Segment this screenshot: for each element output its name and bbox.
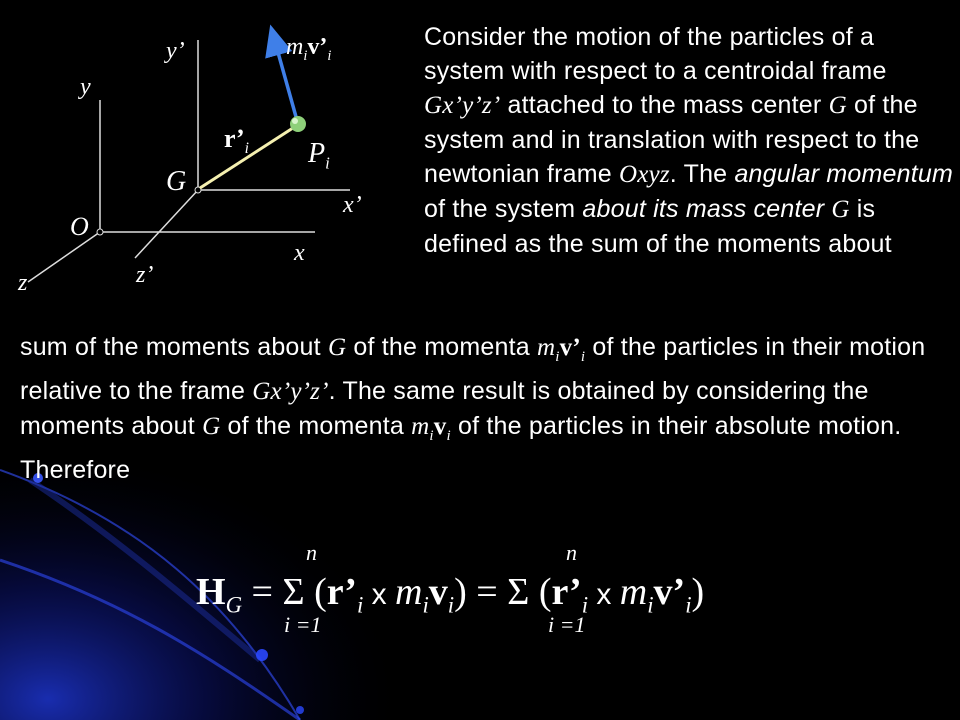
label-x: x	[294, 240, 305, 266]
frame-diagram	[0, 0, 420, 320]
sum-upper-limit-1: n	[306, 540, 317, 565]
body-text-bottom: sum of the moments about G of the momenta $m_iv’_i$ of the particles in their motion relative to the frame Gx’y’z’. The same result is obtained by considering the moments about G of the momenta $m_iv_i$ of the particles in their absolute motion. Therefore	[20, 333, 926, 484]
sum-upper-limit-2: n	[566, 540, 577, 565]
sum-lower-limit-2: i =1	[548, 612, 586, 637]
axis-z-prime	[135, 190, 198, 258]
axis-z	[28, 232, 100, 282]
origin-point	[97, 229, 103, 235]
label-G: G	[166, 166, 187, 197]
label-y-prime: y’	[166, 38, 185, 64]
label-z-prime: z’	[136, 262, 154, 288]
label-particle: $P_i$	[308, 138, 330, 173]
particle-point	[290, 116, 306, 132]
body-text-top: Consider the motion of the particles of a system with respect to a centroidal frame Gx’y’z’ attached to the mass center G of the system and in translation with respect to the newtonian frame Oxyz. The angular momentum of the system about its mass center G is defined as the sum of the moments about	[424, 23, 954, 258]
label-r-prime: $r’_i$	[224, 124, 250, 158]
label-m-v-prime: $m_iv’_i$	[286, 34, 332, 64]
label-O: O	[70, 212, 89, 241]
label-x-prime: x’	[343, 192, 362, 218]
angular-momentum-equation: $H_G = \Sigma$ ($r’_i$ x $m_iv_i) = \Sigma$ ($r’_i$ x $m_iv’_i$)	[196, 571, 705, 618]
label-y: y	[80, 74, 91, 100]
label-z: z	[18, 270, 28, 296]
sum-lower-limit-1: i =1	[284, 612, 322, 637]
